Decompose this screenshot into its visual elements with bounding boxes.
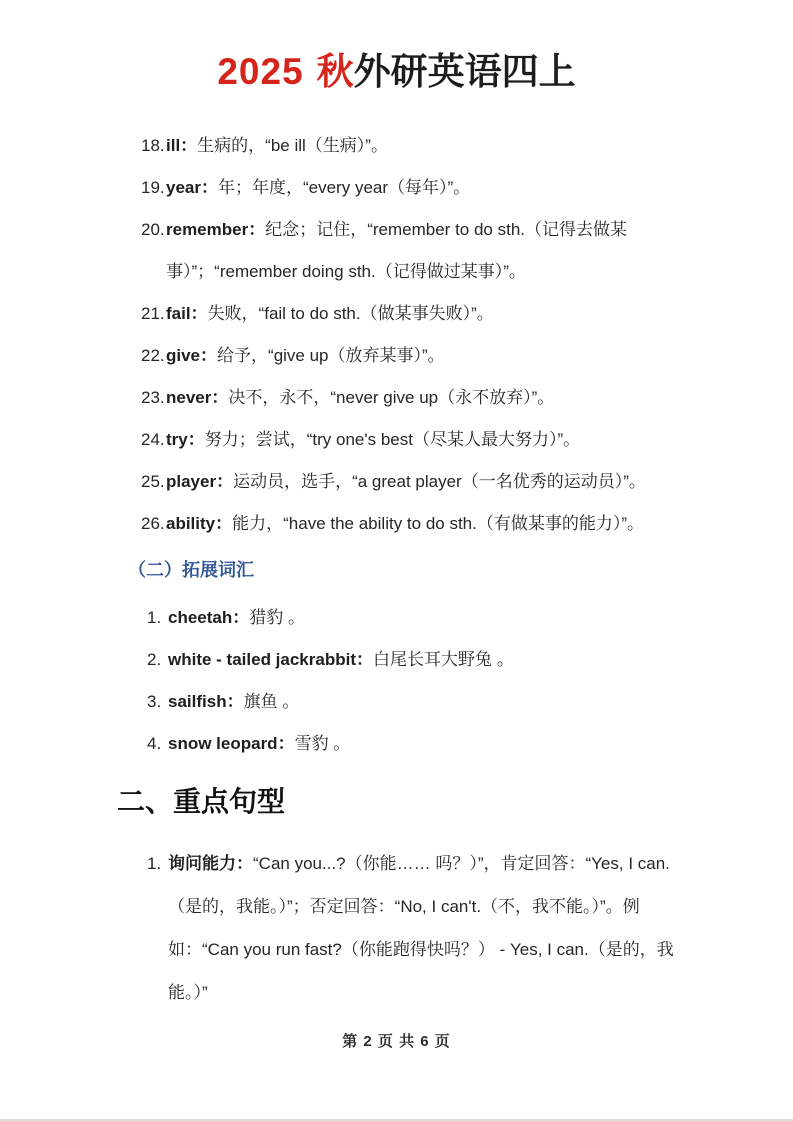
item-number: 19. xyxy=(141,178,165,197)
item-term: ability： xyxy=(166,514,233,533)
item-definition: 努力；尝试，“try one's best（尽某人最大努力）”。 xyxy=(204,430,581,449)
item-term: year： xyxy=(166,178,218,197)
item-number: 1. xyxy=(147,854,162,873)
item-term: give： xyxy=(166,346,218,365)
item-term: remember： xyxy=(166,220,266,239)
item-definition: 旗鱼 。 xyxy=(243,692,300,711)
title-season: 秋 xyxy=(316,52,354,93)
word-list-item xyxy=(141,503,701,545)
item-term: 询问能力： xyxy=(168,854,253,873)
item-definition: 猎豹 。 xyxy=(249,608,305,627)
key-sentence-patterns-heading: 二、重点句型 xyxy=(117,786,286,817)
word-list-item xyxy=(141,419,701,461)
item-term: snow leopard： xyxy=(168,734,295,753)
word-list-item xyxy=(141,167,701,209)
word-list-item xyxy=(141,209,701,293)
extended-list-item xyxy=(147,723,701,765)
title-rest: 外研英语四上 xyxy=(353,52,576,93)
item-definition: 白尾长耳大野兔 。 xyxy=(373,650,514,669)
item-number: 23. xyxy=(141,388,165,407)
item-term: never： xyxy=(166,388,229,407)
item-definition: 能力，“have the ability to do sth.（有做某事的能力）”。 xyxy=(232,514,645,533)
item-definition: 生病的，“be ill（生病）”。 xyxy=(197,136,388,155)
item-term: fail： xyxy=(166,304,208,323)
sentence-pattern-item xyxy=(147,842,701,1014)
item-definition: 运动员，选手，“a great player（一名优秀的运动员）”。 xyxy=(233,472,646,491)
item-number: 25. xyxy=(141,472,165,491)
item-term: ill： xyxy=(166,136,198,155)
page-title xyxy=(0,0,793,99)
item-number: 18. xyxy=(141,136,165,155)
page-number-indicator: 第 2 页 共 6 页 xyxy=(342,1033,451,1050)
word-list-item xyxy=(141,377,701,419)
extended-vocabulary-list xyxy=(147,597,701,765)
extended-vocabulary-heading: （二）拓展词汇 xyxy=(128,560,254,580)
item-number: 22. xyxy=(141,346,165,365)
item-number: 3. xyxy=(147,692,162,711)
item-definition: 给予，“give up（放弃某事）”。 xyxy=(217,346,445,365)
item-number: 1. xyxy=(147,608,162,627)
item-definition: 年；年度，“every year（每年）”。 xyxy=(217,178,471,197)
word-list-item xyxy=(141,293,701,335)
item-definition: 纪念；记住，“remember to do sth.（记得去做某事）”；“remember doing sth.（记得做过某事）”。 xyxy=(166,220,627,281)
word-list-item xyxy=(141,461,701,503)
item-term: player： xyxy=(166,472,234,491)
item-definition: 决不，永不，“never give up（永不放弃）”。 xyxy=(228,388,555,407)
item-number: 20. xyxy=(141,220,165,239)
extended-list-item xyxy=(147,639,701,681)
word-list xyxy=(141,125,701,545)
word-list-item xyxy=(141,335,701,377)
item-number: 24. xyxy=(141,430,165,449)
title-year: 2025 xyxy=(217,51,304,92)
sentence-pattern-list xyxy=(147,842,701,1014)
word-list-item xyxy=(141,125,701,167)
item-definition: 失败，“fail to do sth.（做某事失败）”。 xyxy=(207,304,494,323)
item-number: 2. xyxy=(147,650,162,669)
item-number: 4. xyxy=(147,734,162,753)
extended-list-item xyxy=(147,681,701,723)
item-term: cheetah： xyxy=(168,608,250,627)
item-definition: “Can you...?（你能…… 吗？）”，肯定回答：“Yes, I can.（是的，我能。）”；否定回答：“No, I can't.（不，我不能。）”。例如：“Can you run fast?（你能跑得快吗？） - Yes, I can.（是的，我能。）” xyxy=(168,854,674,1002)
item-number: 26. xyxy=(141,514,165,533)
item-term: sailfish： xyxy=(168,692,244,711)
item-number: 21. xyxy=(141,304,165,323)
item-definition: 雪豹 。 xyxy=(294,734,351,753)
extended-list-item xyxy=(147,597,701,639)
item-term: try： xyxy=(166,430,205,449)
item-term: white - tailed jackrabbit： xyxy=(168,650,373,669)
